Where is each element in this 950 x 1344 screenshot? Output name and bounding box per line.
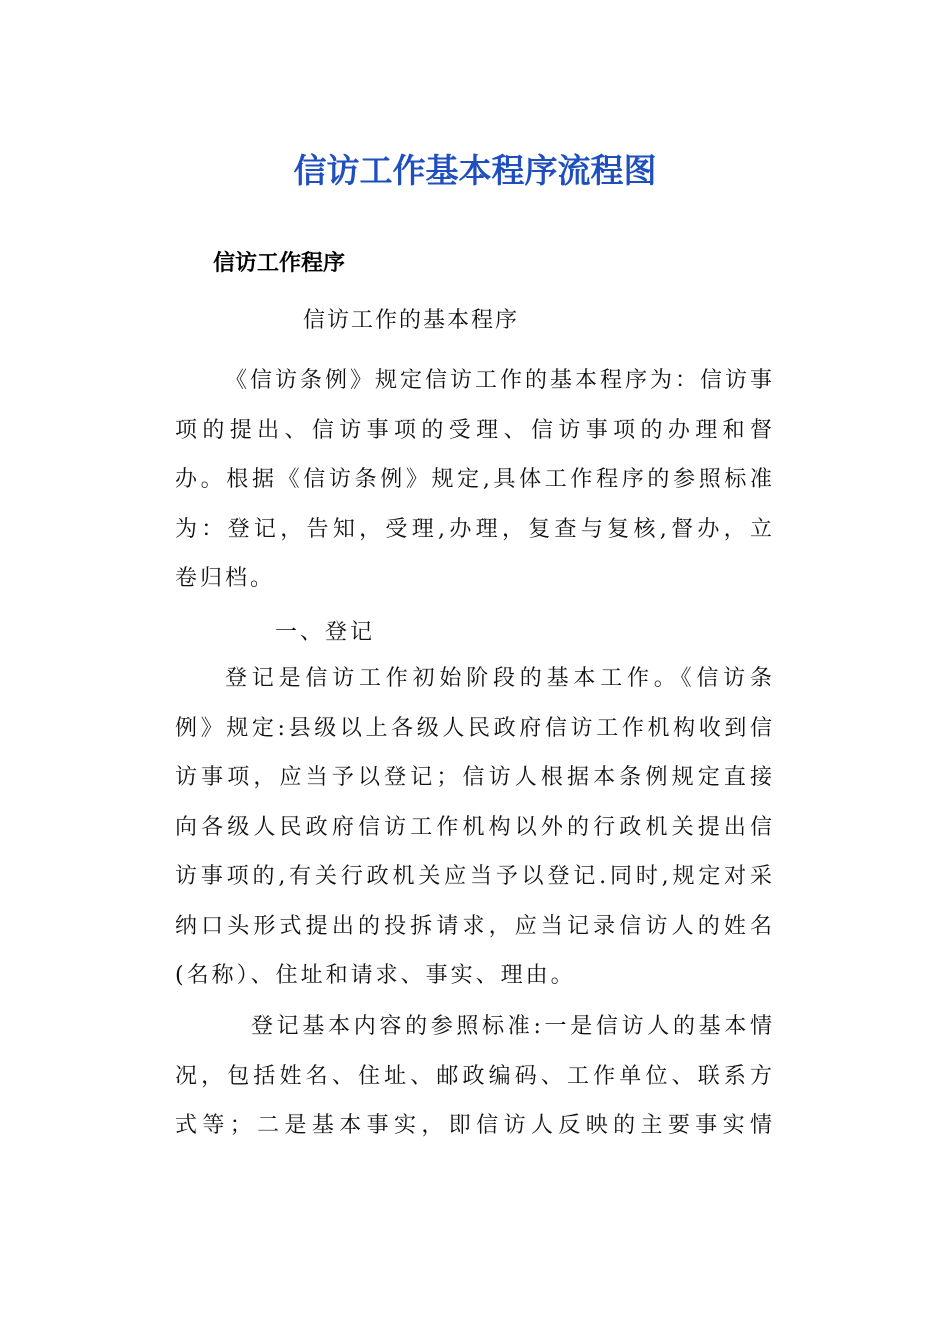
- paragraph-line: 况，包括姓名、住址、邮政编码、工作单位、联系方: [175, 1063, 775, 1089]
- paragraph-line: 办。根据《信访条例》规定,具体工作程序的参照标准: [175, 467, 775, 492]
- paragraph-line: 式等；二是基本事实，即信访人反映的主要事实情: [175, 1113, 775, 1138]
- section-heading: 信访工作程序: [213, 251, 346, 276]
- paragraph-line: 纳口头形式提出的投拆请求，应当记录信访人的姓名: [175, 913, 775, 939]
- paragraph-intro: [175, 356, 775, 604]
- paragraph-line: 《信访条例》规定信访工作的基本程序为：信访事: [225, 368, 776, 393]
- paragraph-line: 访事项的,有关行政机关应当予以登记.同时,规定对采: [175, 864, 775, 889]
- section-title-registration: 一、登记: [275, 620, 376, 645]
- paragraph-line: 登记基本内容的参照标准:一是信访人的基本情: [251, 1014, 775, 1039]
- paragraph-registration: [175, 654, 775, 1001]
- paragraph-line: (名称）、住址和请求、事实、理由。: [175, 963, 576, 988]
- document-title: 信访工作基本程序流程图: [293, 151, 657, 190]
- paragraph-line: 为：登记，告知，受理,办理，复查与复核,督办，立: [175, 516, 775, 542]
- paragraph-line: 项的提出、信访事项的受理、信访事项的办理和督: [175, 417, 775, 443]
- paragraph-registration-standard: [175, 1002, 775, 1151]
- sub-heading: 信访工作的基本程序: [303, 308, 520, 333]
- paragraph-line: 例》规定:县级以上各级人民政府信访工作机构收到信: [175, 715, 775, 741]
- paragraph-line: 登记是信访工作初始阶段的基本工作。《信访条: [225, 666, 775, 691]
- paragraph-line: 访事项，应当予以登记；信访人根据本条例规定直接: [175, 765, 775, 790]
- paragraph-line: 卷归档。: [175, 566, 276, 591]
- paragraph-line: 向各级人民政府信访工作机构以外的行政机关提出信: [175, 814, 775, 840]
